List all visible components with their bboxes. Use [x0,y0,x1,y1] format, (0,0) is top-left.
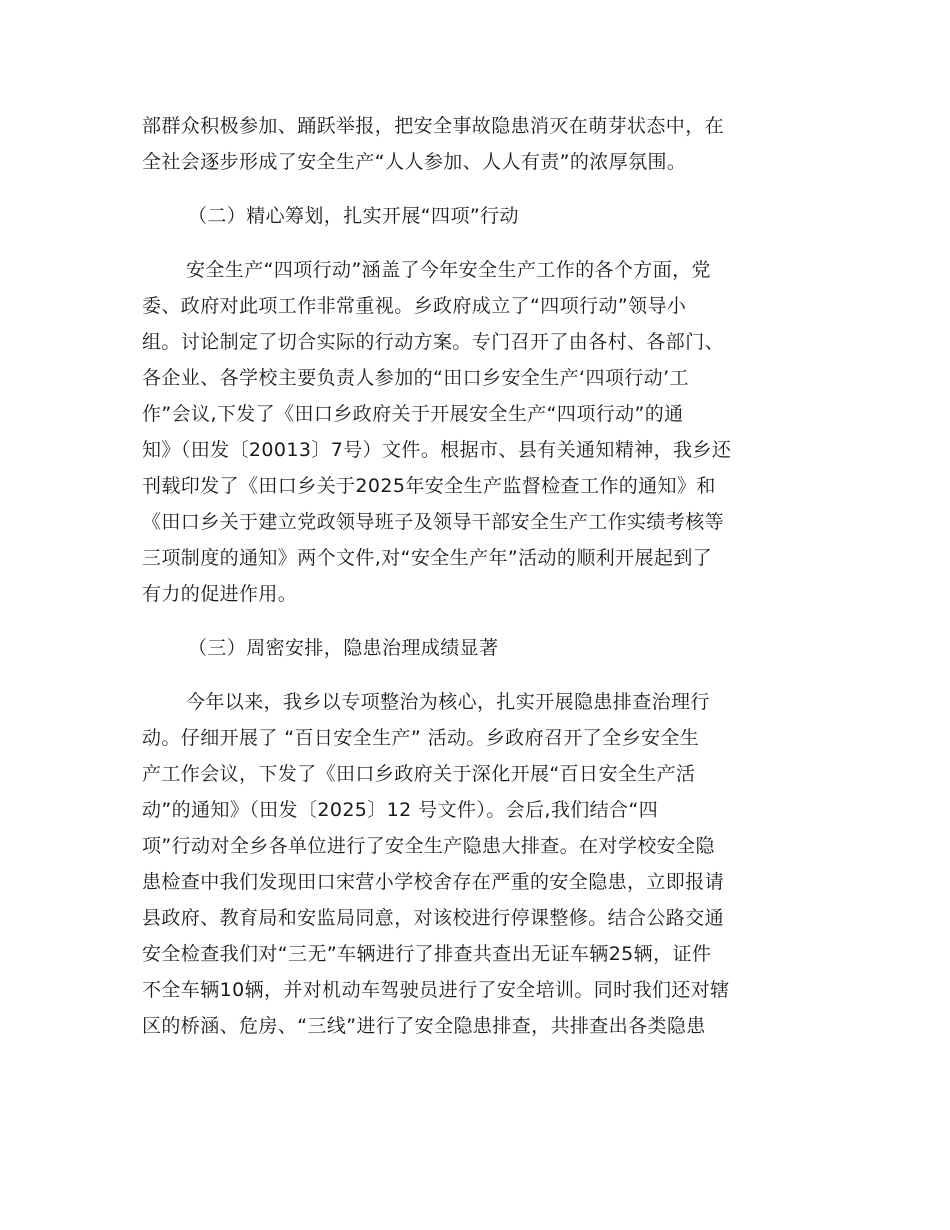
section-heading: （三）周密安排，隐患治理成绩显著 [188,637,499,659]
text-line: 各企业、各学校主要负责人参加的“田口乡安全生产‘四项行动’工 [142,367,689,389]
section-heading: （二）精心筹划，扎实开展“四项”行动 [188,205,519,227]
text-line: 作”会议,下发了《田口乡政府关于开展安全生产“四项行动”的通 [142,403,684,425]
text-line: 部群众积极参加、踊跃举报，把安全事故隐患消灭在萌芽状态中，在 [142,115,725,137]
text-line: 患检查中我们发现田口宋营小学校舍存在严重的安全隐患，立即报请 [142,871,725,893]
text-line: 《田口乡关于建立党政领导班子及领导干部安全生产工作实绩考核等 [142,511,725,533]
text-line: 今年以来，我乡以专项整治为核心，扎实开展隐患排查治理行 [186,691,710,713]
text-line: 全社会逐步形成了安全生产“人人参加、人人有责”的浓厚氛围。 [142,151,687,173]
text-line: 组。讨论制定了切合实际的行动方案。专门召开了由各村、各部门、 [142,331,725,353]
text-line: 刊载印发了《田口乡关于2025年安全生产监督检查工作的通知》和 [142,475,716,497]
text-line: 动”的通知》（田发〔2025〕12 号文件）。会后,我们结合“四 [142,799,659,821]
text-line: 县政府、教育局和安监局同意，对该校进行停课整修。结合公路交通 [142,907,725,929]
text-line: 产工作会议，下发了《田口乡政府关于深化开展“百日安全生产活 [142,763,696,785]
text-line: 区的桥涵、危房、“三线”进行了安全隐患排查，共排查出各类隐患 [142,1015,706,1037]
text-line: 委、政府对此项工作非常重视。乡政府成立了“四项行动”领导小 [142,295,687,317]
text-line: 动。仔细开展了 “百日安全生产” 活动。乡政府召开了全乡安全生 [142,727,700,749]
text-line: 有力的促进作用。 [142,583,298,605]
text-line: 知》（田发〔20013〕7号）文件。根据市、县有关通知精神，我乡还 [142,439,732,461]
text-line: 安全检查我们对“三无”车辆进行了排查共查出无证车辆25辆，证件 [142,943,712,965]
text-line: 项”行动对全乡各单位进行了安全生产隐患大排查。在对学校安全隐 [142,835,715,857]
text-line: 不全车辆10辆，并对机动车驾驶员进行了安全培训。同时我们还对辖 [142,979,730,1001]
text-line: 安全生产“四项行动”涵盖了今年安全生产工作的各个方面，党 [186,259,711,281]
text-line: 三项制度的通知》两个文件,对“安全生产年”活动的顺利开展起到了 [142,547,713,569]
